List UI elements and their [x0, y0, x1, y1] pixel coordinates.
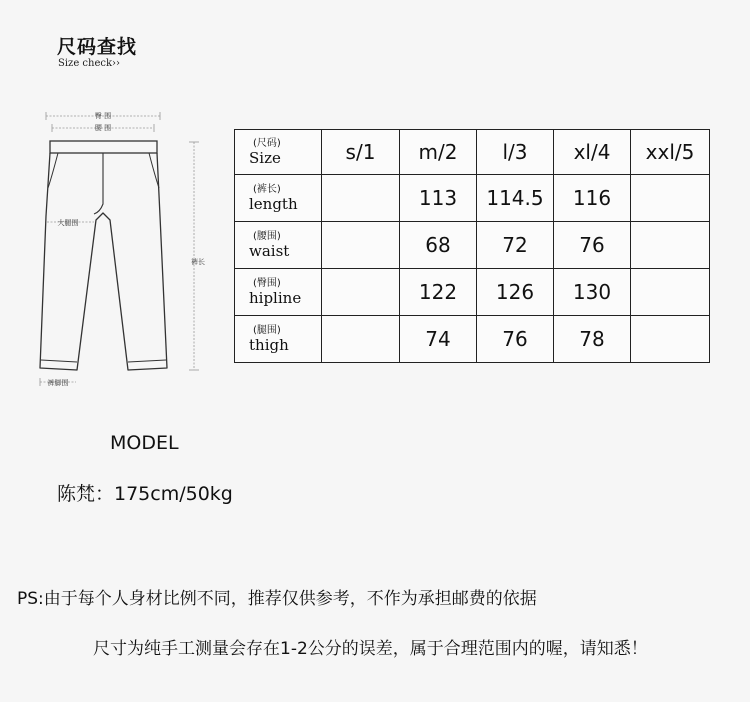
row-label-en: waist — [249, 241, 290, 260]
pants-diagram — [34, 104, 214, 390]
table-row — [235, 316, 710, 363]
table-cell: 113 — [400, 175, 477, 222]
model-heading: MODEL — [110, 432, 179, 454]
row-label — [235, 222, 322, 269]
thigh-label: 大腿围 — [57, 219, 79, 227]
row-label-en: hipline — [249, 288, 302, 307]
column-header: xxl/5 — [631, 130, 710, 175]
table-cell: 122 — [400, 269, 477, 316]
table-cell: 68 — [400, 222, 477, 269]
table-cell — [631, 175, 710, 222]
hip-label: 臀 围 — [94, 112, 112, 120]
column-header: l/3 — [477, 130, 554, 175]
column-header: m/2 — [400, 130, 477, 175]
measurement-error-note: 尺寸为纯手工测量会存在1-2公分的误差，属于合理范围内的喔，请知悉！ — [93, 639, 648, 659]
table-cell — [631, 316, 710, 363]
row-label-cn: (裤长) — [253, 183, 281, 195]
row-label-cn: (臀围) — [253, 277, 281, 289]
row-label-cn: (尺码) — [253, 137, 281, 149]
size-table — [234, 129, 710, 363]
table-cell: 76 — [477, 316, 554, 363]
column-header: xl/4 — [554, 130, 631, 175]
row-label-en: Size — [249, 148, 281, 167]
table-cell: 114.5 — [477, 175, 554, 222]
page-subtitle: Size check›› — [58, 58, 121, 69]
row-label — [235, 316, 322, 363]
table-cell — [322, 316, 400, 363]
hem-label: 裤脚围 — [47, 379, 69, 387]
row-label-en: length — [249, 194, 298, 213]
table-cell: 130 — [554, 269, 631, 316]
length-label: 裤长 — [191, 258, 205, 266]
model-info: 陈梵：175cm/50kg — [57, 483, 233, 505]
row-label — [235, 175, 322, 222]
waist-label: 腰 围 — [94, 124, 112, 132]
table-cell: 116 — [554, 175, 631, 222]
table-row — [235, 130, 710, 175]
page-title: 尺码查找 — [57, 36, 138, 58]
ps-note: PS:由于每个人身材比例不同，推荐仅供参考，不作为承担邮费的依据 — [17, 589, 537, 609]
table-cell: 72 — [477, 222, 554, 269]
table-cell — [322, 175, 400, 222]
row-label-cn: (腿围) — [253, 324, 281, 336]
table-cell — [322, 269, 400, 316]
row-label-cn: (腰围) — [253, 230, 281, 242]
row-label-en: thigh — [249, 335, 289, 354]
table-row — [235, 175, 710, 222]
table-cell — [322, 222, 400, 269]
table-row — [235, 269, 710, 316]
table-cell: 76 — [554, 222, 631, 269]
row-label — [235, 130, 322, 175]
table-cell: 78 — [554, 316, 631, 363]
table-cell — [631, 222, 710, 269]
row-label — [235, 269, 322, 316]
table-cell — [631, 269, 710, 316]
table-cell: 126 — [477, 269, 554, 316]
table-cell: 74 — [400, 316, 477, 363]
column-header: s/1 — [322, 130, 400, 175]
table-row — [235, 222, 710, 269]
